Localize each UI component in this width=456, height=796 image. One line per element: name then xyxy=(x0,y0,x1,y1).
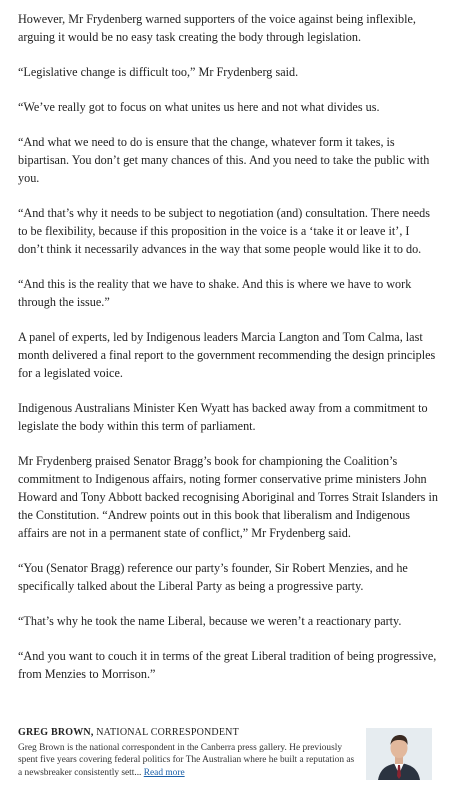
article-paragraph: Mr Frydenberg praised Senator Bragg’s book for championing the Coalition’s commitment to Indigenous affairs, noting former conservative prime ministers John Howard and Tony Abbott backed recognising Aboriginal and Torres Strait Islanders in the Constitution. “Andrew points out in this book that liberalism and Indigenous affairs are not in a permanent state of conflict,” Mr Frydenberg said. xyxy=(18,454,438,540)
article-paragraph: “And what we need to do is ensure that the change, whatever form it takes, is bipartisan. You don’t get many chances of this. And you need to take the public with you. xyxy=(18,135,430,185)
article-paragraph: “We’ve really got to focus on what unites us here and not what divides us. xyxy=(18,100,380,114)
author-box xyxy=(18,726,438,786)
article-paragraph: However, Mr Frydenberg warned supporters of the voice against being inflexible, arguing it would be no easy task creating the body through legislation. xyxy=(18,12,416,44)
author-heading xyxy=(18,726,358,740)
author-photo xyxy=(366,728,432,780)
article-paragraph: “And you want to couch it in terms of the great Liberal tradition of being progressive, from Menzies to Morrison.” xyxy=(18,649,437,681)
article-paragraph: “And this is the reality that we have to shake. And this is where we have to work through the issue.” xyxy=(18,277,412,309)
article-paragraph: “And that’s why it needs to be subject to negotiation (and) consultation. There needs to be flexibility, because if this proposition in the voice is a ‘take it or leave it’, I don’t think it necessarily advances in the way that some people would like it to do. xyxy=(18,206,431,256)
author-info xyxy=(18,726,358,779)
article-paragraph: “Legislative change is difficult too,” Mr Frydenberg said. xyxy=(18,65,299,79)
article-paragraph: “You (Senator Bragg) reference our party’s founder, Sir Robert Menzies, and he specifically talked about the Liberal Party as being a progressive party. xyxy=(18,561,408,593)
read-more-link[interactable]: Read more xyxy=(143,767,185,778)
author-bio-text: Greg Brown is the national correspondent in the Canberra press gallery. He previously spent five years covering federal politics for The Australian where he built a reputation as a newsbreaker consistently sett... xyxy=(18,743,355,778)
article-paragraph: Indigenous Australians Minister Ken Wyatt has backed away from a commitment to legislate the body within this term of parliament. xyxy=(18,401,428,433)
author-title: NATIONAL CORRESPONDENT xyxy=(93,727,239,738)
author-bio xyxy=(18,742,358,779)
article-paragraph: A panel of experts, led by Indigenous leaders Marcia Langton and Tom Calma, last month delivered a final report to the government recommending the design principles for a legislated voice. xyxy=(18,330,436,380)
article-paragraph: “That’s why he took the name Liberal, because we weren’t a reactionary party. xyxy=(18,614,402,628)
article-body xyxy=(18,10,438,700)
author-portrait-icon xyxy=(366,728,432,780)
author-name[interactable]: GREG BROWN, xyxy=(18,727,94,738)
